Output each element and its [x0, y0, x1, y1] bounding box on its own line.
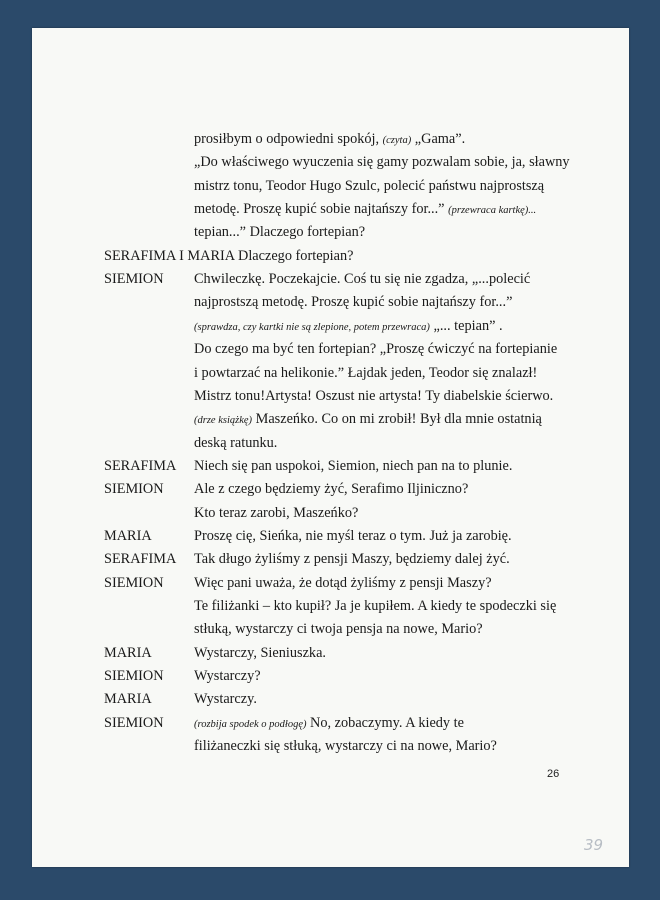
dialogue-text: mistrz tonu, Teodor Hugo Szulc, polecić państwu najprostszą	[194, 177, 545, 194]
speaker-name: SIEMION	[104, 271, 164, 288]
dialogue-text: tepian...” Dlaczego fortepian?	[194, 224, 366, 241]
line-text	[194, 175, 544, 198]
line-text	[194, 128, 465, 152]
line-text	[194, 688, 257, 711]
archive-stamp: 39	[584, 836, 604, 854]
line-text	[194, 408, 542, 432]
line-text	[194, 548, 510, 571]
line-text	[194, 151, 570, 174]
line-text	[194, 735, 497, 758]
stage-direction: (czyta)	[382, 135, 412, 146]
line-text	[194, 221, 365, 244]
dialogue-text: filiżaneczki się stłuką, wystarczy ci na nowe, Mario?	[194, 738, 497, 755]
dialogue-text: Więc pani uważa, że dotąd żyliśmy z pensji Maszy?	[194, 574, 492, 591]
line-text	[194, 338, 557, 361]
dialogue-text: prosiłbym o odpowiedni spokój,	[194, 131, 383, 147]
dialogue-text: najprostszą metodę. Proszę kupić sobie najtańszy for...”	[194, 294, 513, 311]
line-text	[194, 642, 326, 665]
line-text	[194, 315, 503, 339]
speaker-name: SIEMION	[104, 481, 164, 498]
dialogue-text: Kto teraz zarobi, Maszeńko?	[194, 504, 359, 521]
line-text	[194, 291, 512, 314]
dialogue-text: Wystarczy, Sieniuszka.	[194, 644, 327, 661]
stage-direction: (przewraca kartkę)...	[448, 205, 537, 217]
line-text	[194, 362, 537, 385]
dialogue-text: Tak długo żyliśmy z pensji Maszy, będziemy dalej żyć.	[194, 551, 510, 568]
stage-direction: (rozbija spodek o podłogę)	[194, 718, 307, 730]
speaker-name: MARIA	[104, 527, 152, 544]
dialogue-text: „... tepian” .	[429, 317, 503, 334]
line-text	[194, 595, 556, 618]
line-text	[194, 385, 553, 408]
speaker-name: SIEMION	[104, 714, 164, 731]
dialogue-text: stłuką, wystarczy ci twoja pensja na nowe, Mario?	[194, 621, 483, 638]
speaker-name: MARIA	[104, 691, 152, 708]
line-text	[194, 665, 261, 688]
dialogue-text: Proszę cię, Sieńka, nie myśl teraz o tym. Już ja zarobię.	[194, 527, 512, 544]
dialogue-text: Ale z czego będziemy żyć, Serafimo Iljiniczno?	[194, 481, 469, 498]
speaker-name: SERAFIMA	[104, 551, 177, 568]
dialogue-text: No, zobaczymy. A kiedy te	[306, 714, 464, 731]
line-text	[194, 502, 358, 525]
dialogue-text: „Gama”.	[411, 131, 466, 147]
line-text	[194, 198, 536, 222]
dialogue-text: Te filiżanki – kto kupił? Ja je kupiłem. A kiedy te spodeczki się	[194, 598, 557, 614]
stage-direction: (drze książkę)	[194, 415, 253, 427]
dialogue-text: Mistrz tonu!Artysta! Oszust nie artysta! Ty diabelskie ścierwo.	[194, 387, 554, 404]
line-text	[194, 618, 483, 641]
line-text	[194, 525, 512, 548]
dialogue-text: Maszeńko. Co on mi zrobił! Był dla mnie ostatnią	[252, 411, 542, 428]
line-text	[194, 455, 512, 478]
line-text	[238, 245, 354, 268]
speaker-name: SERAFIMA I MARIA	[104, 247, 236, 264]
line-text	[194, 478, 468, 501]
line-text	[194, 268, 530, 291]
line-text	[194, 712, 464, 736]
dialogue-text: Chwileczkę. Poczekajcie. Coś tu się nie zgadza, „...polecić	[194, 271, 531, 288]
dialogue-text: deską ratunku.	[194, 434, 278, 451]
speaker-name: MARIA	[104, 644, 152, 661]
dialogue-text: „Do właściwego wyuczenia się gamy pozwalam sobie, ja, sławny	[194, 154, 570, 171]
script-page	[32, 28, 629, 867]
stage-direction: (sprawdza, czy kartki nie są zlepione, potem przewraca)	[194, 321, 430, 333]
dialogue-text: Niech się pan uspokoi, Siemion, niech pan na to plunie.	[194, 457, 513, 474]
line-text	[194, 432, 277, 455]
line-text	[194, 572, 492, 595]
dialogue-text: i powtarzać na helikonie.” Łajdak jeden, Teodor się znalazł!	[194, 364, 538, 381]
page-number: 26	[547, 768, 560, 780]
dialogue-text: Dlaczego fortepian?	[238, 247, 354, 264]
speaker-name: SIEMION	[104, 668, 164, 685]
speaker-name: SERAFIMA	[104, 457, 177, 474]
dialogue-text: Wystarczy?	[194, 668, 261, 685]
dialogue-text: Wystarczy.	[194, 691, 257, 708]
speaker-name: SIEMION	[104, 574, 164, 591]
dialogue-text: metodę. Proszę kupić sobie najtańszy for...”	[194, 201, 449, 218]
dialogue-text: Do czego ma być ten fortepian? „Proszę ćwiczyć na fortepianie	[194, 341, 558, 358]
